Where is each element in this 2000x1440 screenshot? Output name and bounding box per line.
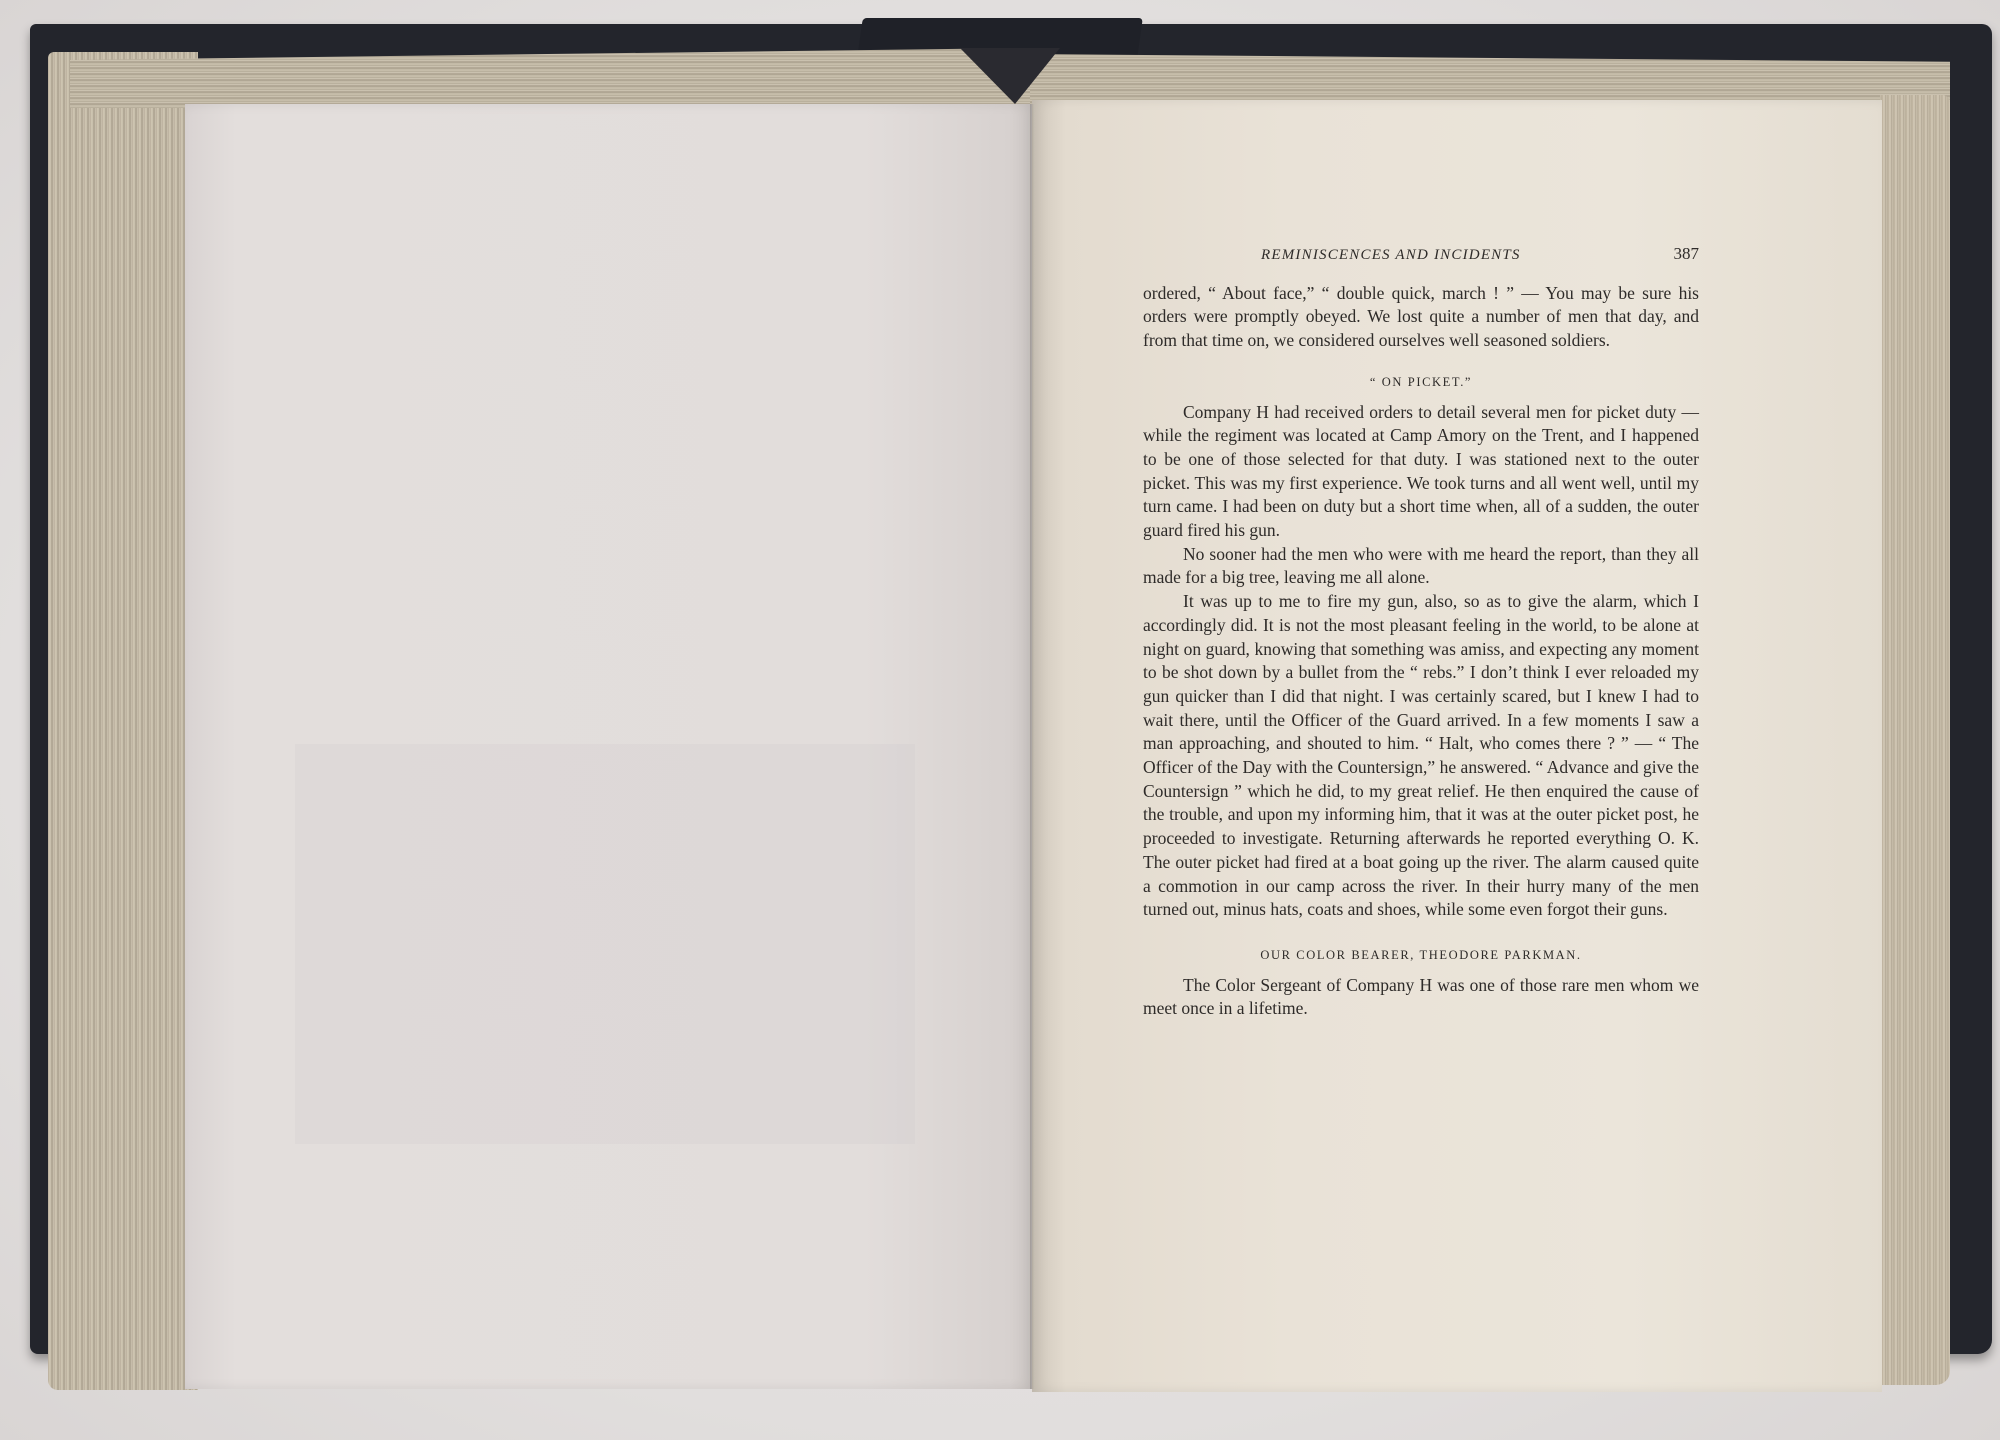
page-edges-top-right xyxy=(1030,54,1950,106)
section-heading-on-picket: “ ON PICKET.” xyxy=(1369,374,1473,389)
page-text xyxy=(1143,242,1699,1021)
running-head-title: REMINISCENCES AND INCIDENTS xyxy=(1261,247,1521,263)
page-edges-left xyxy=(48,52,198,1390)
running-head xyxy=(1143,242,1699,268)
paragraph: Company H had received orders to detail several men for picket duty — while the regiment was located at Camp Amory on the Trent, and I happened to be one of those selected for that duty. I was stationed next to the outer picket. This was my first experience. We took turns and all went well, until my turn came. I had been on duty but a short time when, all of a sudden, the outer guard fired his gun. xyxy=(1143,401,1699,541)
paragraph: It was up to me to fire my gun, also, so as to give the alarm, which I accordingly did. It is not the most pleasant feeling in the world, to be alone at night on guard, knowing that something was amiss, and expecting any moment to be shot down by a bullet from the “ rebs.” I don’t think I ever reloaded my gun quicker than I did that night. I was certainly scared, but I knew I had to wait there, until the Officer of the Guard arrived. In a few moments I saw a man approaching, and shouted to him. “ Halt, who comes there ? ” — “ The Officer of the Day with the Countersign,” he answered. “ Advance and give the Countersign ” which he did, to my great relief. He then enquired the cause of the trouble, and upon my informing him, that it was at the outer picket post, he proceeded to investigate. Returning afterwards he reported everything O. K. The outer picket had fired at a boat going up the river. The alarm caused quite a commotion in our camp across the river. In their hurry many of the men turned out, minus hats, coats and shoes, while some even forgot their guns. xyxy=(1143,591,1699,920)
paragraph: No sooner had the men who were with me heard the report, than they all made for a big tree, leaving me all alone. xyxy=(1143,543,1699,588)
page-number: 387 xyxy=(1673,244,1699,263)
section-heading-color-bearer: OUR COLOR BEARER, THEODORE PARKMAN. xyxy=(1260,947,1582,962)
paragraph: The Color Sergeant of Company H was one of those rare men whom we meet once in a lifetime. xyxy=(1143,974,1699,1019)
page-edges-right xyxy=(1880,95,1950,1385)
left-page-blank xyxy=(185,104,1035,1389)
left-page-offset-shading xyxy=(295,744,915,1144)
opening-paragraph: ordered, “ About face,” “ double quick, march ! ” — You may be sure his orders were promptly obeyed. We lost quite a number of men that day, and from that time on, we considered ourselves well seasoned soldiers. xyxy=(1143,282,1699,351)
gutter-shadow xyxy=(1030,104,1034,1389)
